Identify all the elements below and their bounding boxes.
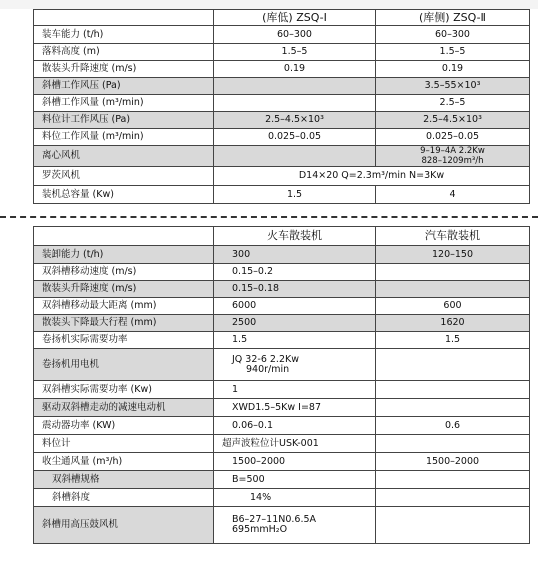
row-value: 1500–2000 (376, 453, 530, 471)
row-value: 0.15–0.18 (214, 281, 376, 298)
header-zsq2: (库侧) ZSQ-Ⅱ (376, 10, 530, 26)
row-value: 1.5 (376, 332, 530, 349)
table-row (34, 471, 530, 489)
table-row (34, 281, 530, 298)
dashed-divider (0, 216, 538, 218)
header-empty-cell (34, 10, 214, 26)
header-empty-cell (34, 227, 214, 246)
table-row (34, 78, 530, 95)
row-value (214, 349, 376, 381)
row-value (376, 264, 530, 281)
table-row (34, 298, 530, 315)
table-row (34, 349, 530, 381)
row-value: 2.5–5 (376, 95, 530, 112)
table-row (34, 26, 530, 44)
row-value (376, 281, 530, 298)
table-row (34, 507, 530, 544)
row-label: 装卸能力 (t/h) (34, 246, 214, 264)
row-value: 3.5–55×10³ (376, 78, 530, 95)
row-value: 2.5–4.5×10³ (376, 112, 530, 129)
loader-spec-table-2 (33, 226, 530, 544)
header-train-loader: 火车散装机 (214, 227, 376, 246)
loader-spec-table-1 (33, 9, 530, 204)
row-value: 1.5 (214, 186, 376, 204)
table-row (34, 246, 530, 264)
table-row (34, 435, 530, 453)
row-value: 120–150 (376, 246, 530, 264)
row-value (376, 146, 530, 167)
table-row (34, 264, 530, 281)
row-value: 1.5–5 (376, 44, 530, 61)
row-value-line: B6–27–11N0.6.5A (232, 514, 317, 525)
row-label: 卷扬机实际需要功率 (34, 332, 214, 349)
row-label: 双斜槽移动速度 (m/s) (34, 264, 214, 281)
row-value (214, 507, 376, 544)
row-label: 震动器功率 (KW) (34, 417, 214, 435)
table-row (34, 146, 530, 167)
row-value: 0.025–0.05 (376, 129, 530, 146)
row-value: 6000 (214, 298, 376, 315)
table-row (34, 399, 530, 417)
row-label: 罗茨风机 (34, 167, 214, 186)
row-value-line: 940r/min (246, 363, 290, 375)
row-value-merged: D14×20 Q=2.3m³/min N=3Kw (214, 167, 530, 186)
row-label: 卷扬机用电机 (34, 349, 214, 381)
table-row (34, 315, 530, 332)
row-value: 超声波粒位计USK-001 (214, 435, 376, 453)
table-row (34, 61, 530, 78)
row-value: 1620 (376, 315, 530, 332)
row-value (376, 381, 530, 399)
row-value: 60–300 (376, 26, 530, 44)
row-value-line: 828–1209m³/h (421, 156, 484, 166)
row-label: 双斜槽移动最大距离 (mm) (34, 298, 214, 315)
row-value-line: 9–19–4A 2.2Kw (420, 146, 485, 156)
row-value: 0.15–0.2 (214, 264, 376, 281)
table-row (34, 453, 530, 471)
table-row (34, 95, 530, 112)
row-value (376, 471, 530, 489)
table-row (34, 489, 530, 507)
table-row (34, 167, 530, 186)
row-value: 0.19 (214, 61, 376, 78)
row-value: 1.5 (214, 332, 376, 349)
row-value: 0.19 (376, 61, 530, 78)
row-label: 驱动双斜槽走动的减速电动机 (34, 399, 214, 417)
row-value: 1500–2000 (214, 453, 376, 471)
row-label: 料位计工作风压 (Pa) (34, 112, 214, 129)
table-row (34, 112, 530, 129)
header-truck-loader: 汽车散装机 (376, 227, 530, 246)
top-strip (0, 0, 538, 9)
row-label: 散装头升降速度 (m/s) (34, 281, 214, 298)
table-header-row (34, 10, 530, 26)
row-label: 装机总容量 (Kw) (34, 186, 214, 204)
row-label: 散装头下降最大行程 (mm) (34, 315, 214, 332)
row-value (376, 435, 530, 453)
row-value: 14% (214, 489, 376, 507)
row-label: 斜槽斜度 (34, 489, 214, 507)
row-label: 落料高度 (m) (34, 44, 214, 61)
row-value: 0.6 (376, 417, 530, 435)
row-value: 300 (214, 246, 376, 264)
table-row (34, 381, 530, 399)
row-value (214, 78, 376, 95)
row-value (376, 507, 530, 544)
table-row (34, 417, 530, 435)
table-header-row (34, 227, 530, 246)
row-label: 双斜槽规格 (34, 471, 214, 489)
row-label: 斜槽工作风压 (Pa) (34, 78, 214, 95)
row-label: 离心风机 (34, 146, 214, 167)
row-label: 斜槽用高压鼓风机 (34, 507, 214, 544)
row-label: 散装头升降速度 (m/s) (34, 61, 214, 78)
table-row (34, 186, 530, 204)
row-label: 料位计 (34, 435, 214, 453)
row-value: 2.5–4.5×10³ (214, 112, 376, 129)
row-value: 1.5–5 (214, 44, 376, 61)
row-value: 0.025–0.05 (214, 129, 376, 146)
row-label: 料位工作风量 (m³/min) (34, 129, 214, 146)
header-zsq1: (库低) ZSQ-Ⅰ (214, 10, 376, 26)
table-row (34, 332, 530, 349)
row-label: 收尘通风量 (m³/h) (34, 453, 214, 471)
row-value: XWD1.5–5Kw I=87 (214, 399, 376, 417)
row-value-line: JQ 32-6 2.2Kw (232, 353, 299, 365)
row-label: 装车能力 (t/h) (34, 26, 214, 44)
table-row (34, 129, 530, 146)
row-value: 600 (376, 298, 530, 315)
row-value-line: 695mmH₂O (232, 524, 288, 535)
row-value (376, 349, 530, 381)
row-label: 斜槽工作风量 (m³/min) (34, 95, 214, 112)
row-value: B=500 (214, 471, 376, 489)
row-value (214, 146, 376, 167)
table-row (34, 44, 530, 61)
row-value: 4 (376, 186, 530, 204)
row-value (214, 95, 376, 112)
row-value (376, 489, 530, 507)
row-value: 60–300 (214, 26, 376, 44)
row-value: 2500 (214, 315, 376, 332)
row-value: 1 (214, 381, 376, 399)
row-value (376, 399, 530, 417)
row-label: 双斜槽实际需要功率 (Kw) (34, 381, 214, 399)
row-value: 0.06–0.1 (214, 417, 376, 435)
